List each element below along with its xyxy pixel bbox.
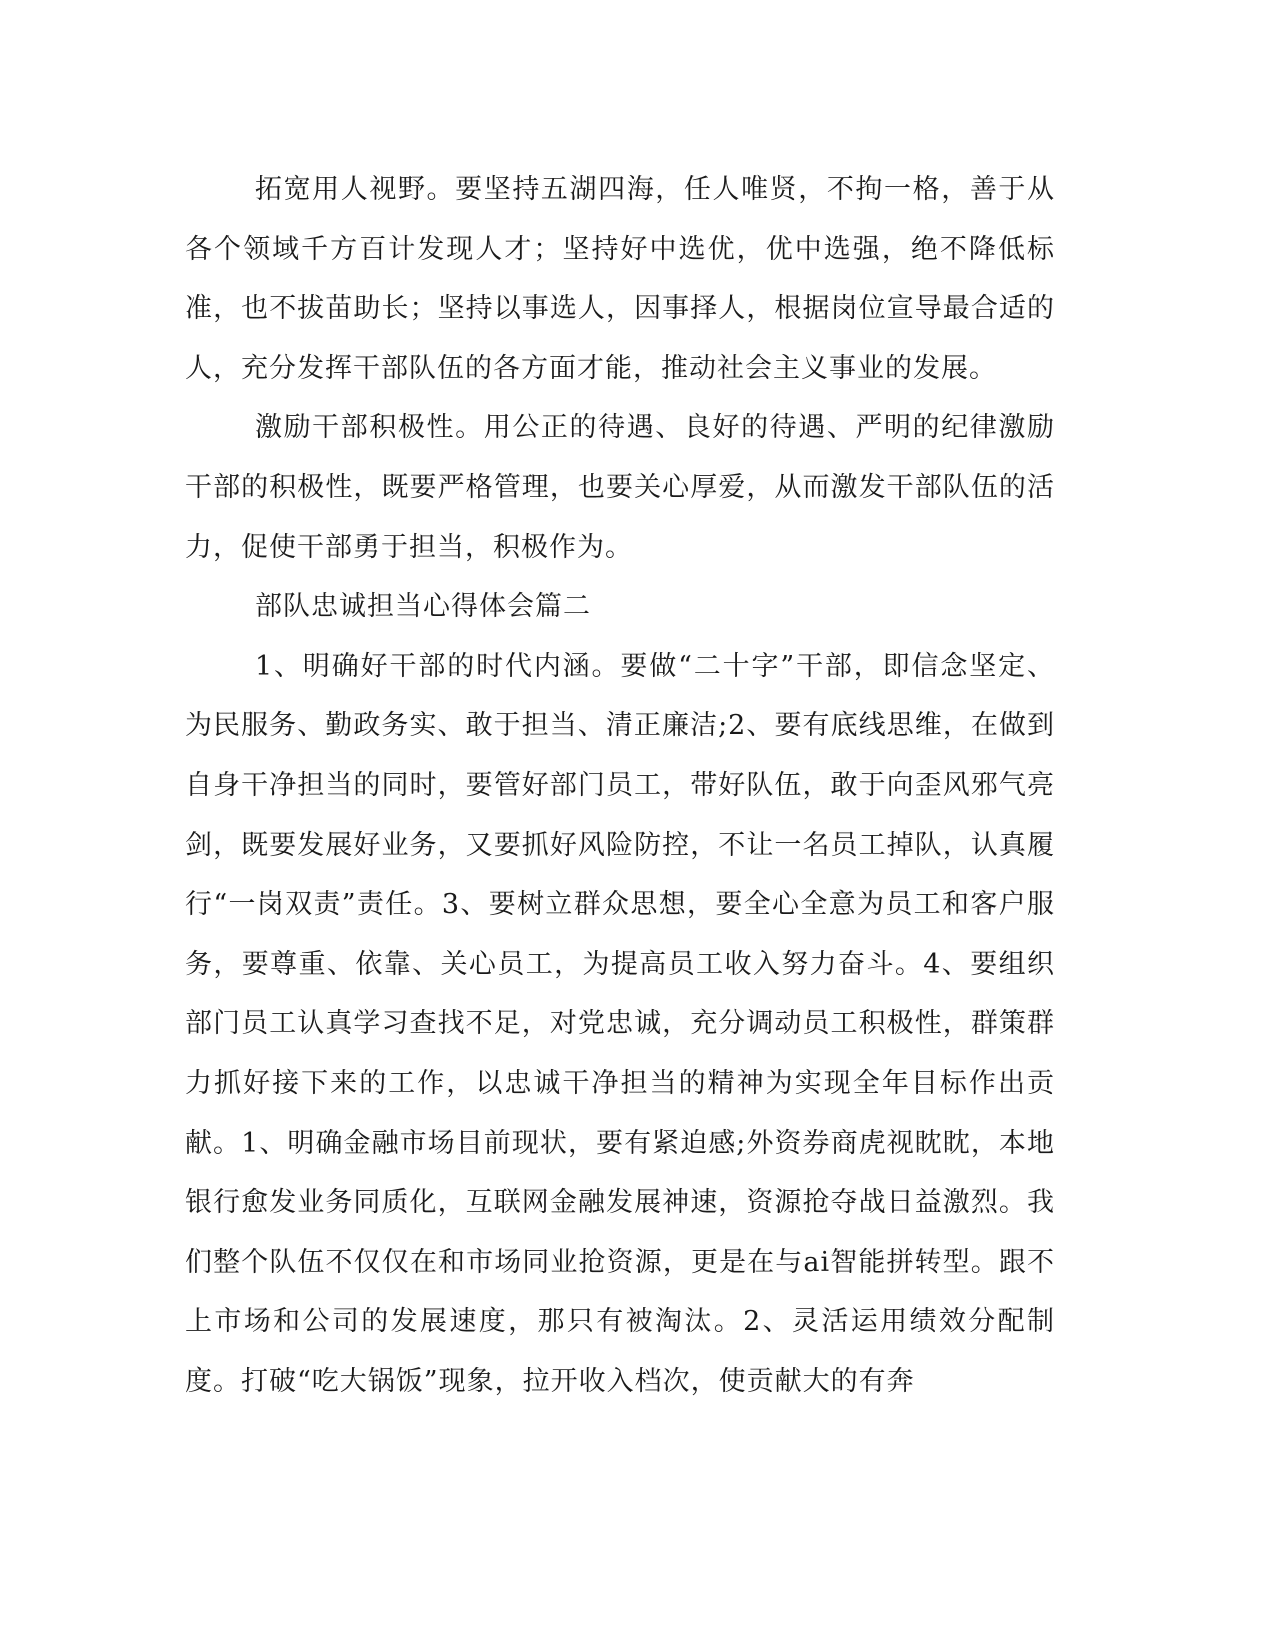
document-body	[185, 160, 1055, 1411]
section-heading: 部队忠诚担当心得体会篇二	[255, 591, 591, 623]
paragraph-motivate-cadres: 激励干部积极性。用公正的待遇、良好的待遇、严明的纪律激励干部的积极性，既要严格管理，也要关心厚爱，从而激发干部队伍的活力，促使干部勇于担当，积极作为。	[185, 412, 1055, 563]
paragraph-good-cadre: 1、明确好干部的时代内涵。要做“二十字”干部，即信念坚定、为民服务、勤政务实、敢于担当、清正廉洁;2、要有底线思维，在做到自身干净担当的同时，要管好部门员工，带好队伍，敢于向歪风邪气亮剑，既要发展好业务，又要抓好风险防控，不让一名员工掉队，认真履行“一岗双责”责任。3、要树立群众思想，要全心全意为员工和客户服务，要尊重、依靠、关心员工，为提高员工收入努力奋斗。4、要组织部门员工认真学习查找不足，对党忠诚，充分调动员工积极性，群策群力抓好接下来的工作，以忠诚干净担当的精神为实现全年目标作出贡献。1、明确金融市场目前现状，要有紧迫感;外资券商虎视眈眈，本地银行愈发业务同质化，互联网金融发展神速，资源抢夺战日益激烈。我们整个队伍不仅仅在和市场同业抢资源，更是在与ai智能拼转型。跟不上市场和公司的发展速度，那只有被淘汰。2、灵活运用绩效分配制度。打破“吃大锅饭”现象，拉开收入档次，使贡献大的有奔	[185, 650, 1055, 1397]
paragraph-expand-vision: 拓宽用人视野。要坚持五湖四海，任人唯贤，不拘一格，善于从各个领域千方百计发现人才；坚持好中选优，优中选强，绝不降低标准，也不拔苗助长；坚持以事选人，因事择人，根据岗位宣导最合适的人，充分发挥干部队伍的各方面才能，推动社会主义事业的发展。	[185, 174, 1055, 384]
